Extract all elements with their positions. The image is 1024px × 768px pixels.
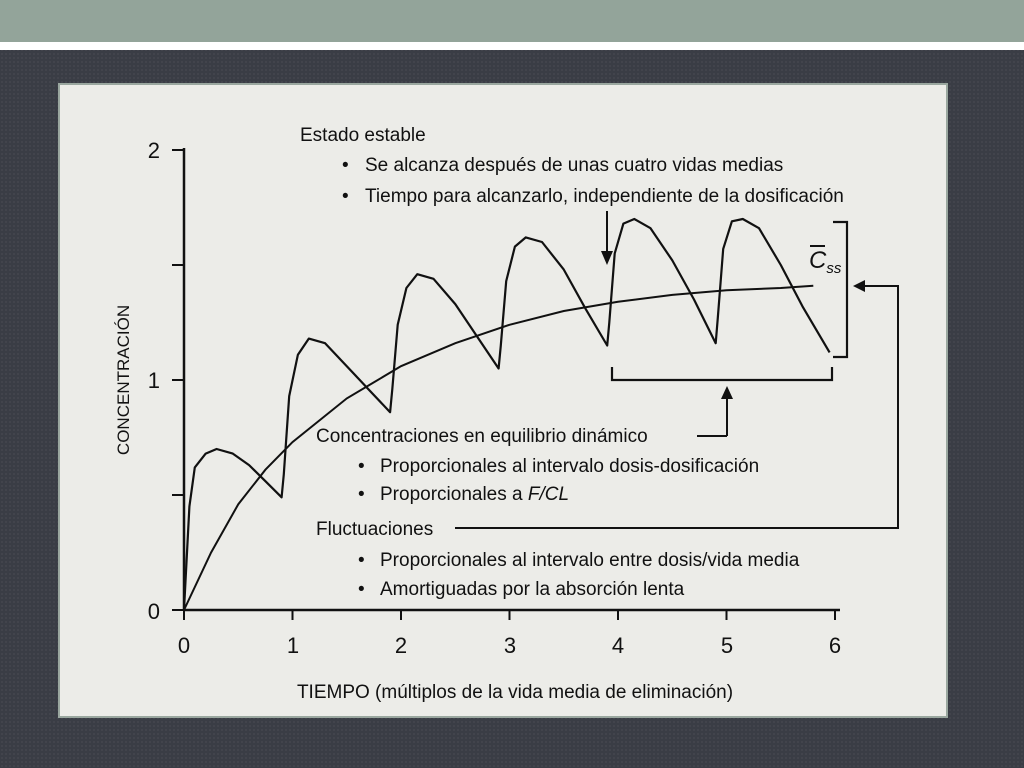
- estado-bullet-2: • Tiempo para alcanzarlo, independiente de la dosificación: [342, 186, 844, 207]
- x-tick-label-6: 6: [828, 633, 842, 658]
- equilibrio-heading: Concentraciones en equilibrio dinámico: [316, 426, 648, 447]
- equilibrium-arrow-head: [721, 386, 733, 399]
- css-label: $C_{ss}$: [809, 247, 842, 277]
- y-tick-label-2: 2: [147, 138, 160, 163]
- bullet-dot: •: [342, 186, 349, 207]
- x-tick-label-2: 2: [394, 633, 408, 658]
- estado-arrow-head: [601, 251, 613, 265]
- x-tick-label-0: 0: [177, 633, 191, 658]
- bullet-dot: •: [358, 484, 365, 505]
- y-tick-label-1: 1: [147, 368, 160, 393]
- fluctuation-bracket: [833, 222, 847, 357]
- x-tick-label-3: 3: [503, 633, 517, 658]
- x-tick-label-1: 1: [286, 633, 300, 658]
- fluctuation-arrow-head: [853, 280, 865, 292]
- slide-title-underline: [0, 42, 1024, 50]
- estado-bullet-1: • Se alcanza después de unas cuatro vidas medias: [342, 155, 784, 176]
- bullet-dot: •: [358, 456, 365, 477]
- x-axis-title: TIEMPO (múltiplos de la vida media de eliminación): [296, 682, 734, 703]
- equilibrium-bracket: [612, 367, 832, 380]
- bullet-dot: •: [358, 579, 365, 600]
- y-tick-label-0: 0: [147, 599, 160, 624]
- fluctuaciones-heading: Fluctuaciones: [316, 519, 434, 540]
- x-tick-label-4: 4: [611, 633, 625, 658]
- y-axis-title: CONCENTRACIÓN: [114, 304, 133, 456]
- steady-state-chart: [60, 85, 946, 716]
- estado-heading: Estado estable: [300, 125, 426, 146]
- equilibrio-bullet-2: • Proporcionales a F/CL: [358, 484, 570, 505]
- bullet-dot: •: [358, 550, 365, 571]
- bullet-dot: •: [342, 155, 349, 176]
- chart-figure: [58, 83, 948, 718]
- equilibrio-bullet-1: • Proporcionales al intervalo dosis-dosificación: [358, 456, 760, 477]
- fluctuaciones-bullet-1: • Proporcionales al intervalo entre dosis/vida media: [358, 550, 800, 571]
- fluctuaciones-bullet-2: • Amortiguadas por la absorción lenta: [358, 579, 685, 600]
- x-tick-label-5: 5: [720, 633, 734, 658]
- slide-title-band: [0, 0, 1024, 42]
